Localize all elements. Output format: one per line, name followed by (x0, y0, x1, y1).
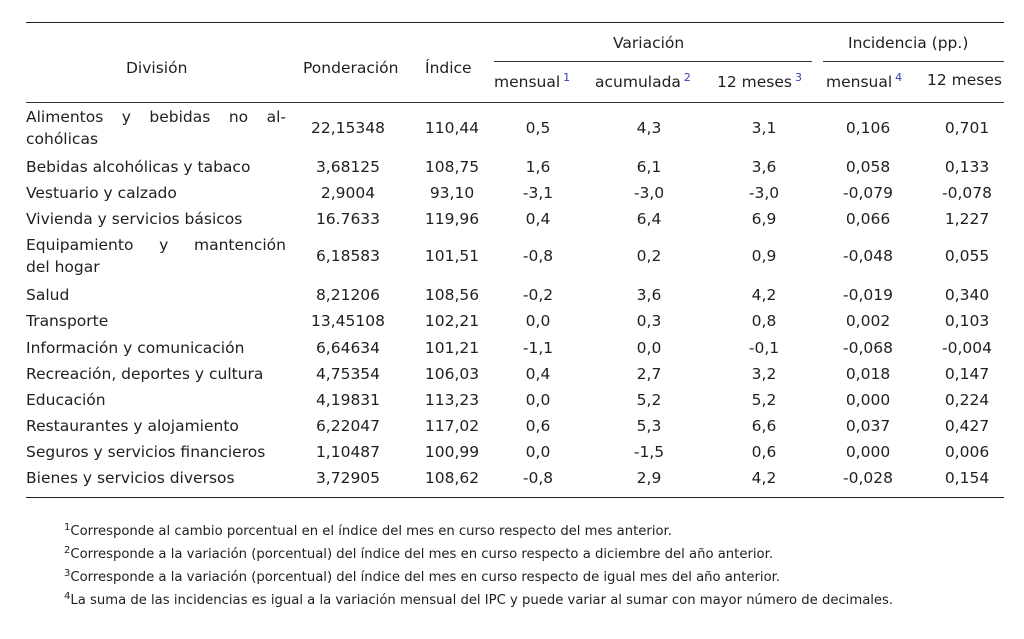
indice-cell: 93,10 (429, 184, 475, 202)
header-inc-mensual: mensual $^4$ (826, 71, 903, 91)
header-var-12: 12 meses $^3$ (717, 71, 802, 91)
var-12-cell: 3,2 (751, 365, 777, 383)
footnote-ref-3: 3 (794, 71, 802, 84)
var-12-cell: 4,2 (751, 286, 777, 304)
var-acumulada-cell: -3,0 (633, 184, 665, 202)
inc-12-cell: 0,224 (944, 391, 990, 409)
var-acumulada-cell: 2,9 (636, 469, 662, 487)
header-rule (26, 102, 1004, 103)
division-cell: Transporte (26, 312, 109, 330)
inc-mensual-cell: -0,068 (843, 339, 893, 357)
var-mensual-cell: 1,6 (525, 158, 551, 176)
ponderacion-cell: 4,75354 (315, 365, 381, 383)
division-cell: Vestuario y calzado (26, 184, 177, 202)
inc-12-cell: 0,133 (944, 158, 990, 176)
indice-cell: 108,62 (424, 469, 480, 487)
footnote-ref-4: 4 (895, 71, 903, 84)
var-12-cell: 0,8 (751, 312, 777, 330)
var-mensual-cell: 0,0 (525, 443, 551, 461)
indice-cell: 100,99 (424, 443, 480, 461)
ponderacion-cell: 8,21206 (315, 286, 381, 304)
inc-mensual-cell: -0,019 (843, 286, 893, 304)
var-12-cell: 0,6 (751, 443, 777, 461)
header-var-mensual: mensual $^1$ (494, 71, 571, 91)
division-cell: Bienes y servicios diversos (26, 469, 235, 487)
var-12-cell: 4,2 (751, 469, 777, 487)
footnote-number: 2 (64, 545, 71, 556)
indice-cell: 106,03 (424, 365, 480, 383)
ponderacion-cell: 1,10487 (315, 443, 381, 461)
inc-12-cell: -0,078 (942, 184, 992, 202)
division-cell: Bebidas alcohólicas y tabaco (26, 158, 251, 176)
division-cell: Educación (26, 391, 106, 409)
var-mensual-cell: 0,5 (525, 119, 551, 137)
top-rule (26, 22, 1004, 23)
var-12-cell: 5,2 (751, 391, 777, 409)
footnote-ref-1: 1 (563, 71, 571, 84)
footnote-2 (64, 545, 773, 562)
indice-cell: 113,23 (424, 391, 480, 409)
inc-12-cell: 1,227 (944, 210, 990, 228)
var-acumulada-cell: 0,2 (636, 247, 662, 265)
var-mensual-cell: 0,6 (525, 417, 551, 435)
header-ponderacion: Ponderación (303, 59, 399, 77)
inc-12-cell: 0,154 (944, 469, 990, 487)
inc-mensual-cell: -0,079 (843, 184, 893, 202)
ponderacion-cell: 4,19831 (315, 391, 381, 409)
var-mensual-cell: 0,4 (525, 365, 551, 383)
inc-12-cell: 0,701 (944, 119, 990, 137)
inc-mensual-cell: 0,106 (845, 119, 891, 137)
var-mensual-cell: -0,8 (522, 247, 554, 265)
inc-12-cell: 0,006 (944, 443, 990, 461)
header-indice: Índice (425, 59, 472, 77)
ponderacion-cell: 2,9004 (320, 184, 376, 202)
inc-mensual-cell: 0,002 (845, 312, 891, 330)
header-inc-12: 12 meses (927, 71, 1002, 89)
indice-cell: 108,56 (424, 286, 480, 304)
footnote-text: Corresponde a la variación (porcentual) del índice del mes en curso respecto a diciembre del año anterior. (70, 547, 774, 562)
ponderacion-cell: 13,45108 (311, 312, 385, 330)
header-variacion: Variación (613, 34, 685, 52)
division-cell: Salud (26, 286, 70, 304)
inc-12-cell: 0,055 (944, 247, 990, 265)
inc-12-cell: 0,340 (944, 286, 990, 304)
inc-mensual-cell: -0,028 (843, 469, 893, 487)
header-var-acumulada: acumulada $^2$ (595, 71, 691, 91)
ponderacion-cell: 3,68125 (315, 158, 381, 176)
var-acumulada-cell: 5,2 (636, 391, 662, 409)
footnote-3 (64, 568, 780, 585)
var-mensual-cell: 0,4 (525, 210, 551, 228)
ponderacion-cell: 6,64634 (315, 339, 381, 357)
inc-mensual-cell: 0,000 (845, 391, 891, 409)
ponderacion-cell: 3,72905 (315, 469, 381, 487)
var-12-cell: 6,6 (751, 417, 777, 435)
division-cell-line2: del hogar (26, 258, 100, 276)
var-12-cell: 3,1 (751, 119, 777, 137)
variacion-underline (494, 61, 812, 62)
ponderacion-cell: 16.7633 (315, 210, 381, 228)
ipc-table (26, 0, 1004, 639)
indice-cell: 119,96 (424, 210, 480, 228)
division-cell-line2: cohólicas (26, 130, 99, 148)
division-cell: Información y comunicación (26, 339, 245, 357)
inc-mensual-cell: 0,066 (845, 210, 891, 228)
inc-12-cell: 0,103 (944, 312, 990, 330)
var-acumulada-cell: 0,0 (636, 339, 662, 357)
indice-cell: 102,21 (424, 312, 480, 330)
var-acumulada-cell: 0,3 (636, 312, 662, 330)
division-cell: Seguros y servicios financieros (26, 443, 266, 461)
division-cell: Recreación, deportes y cultura (26, 365, 264, 383)
division-cell: Vivienda y servicios básicos (26, 210, 243, 228)
header-division: División (126, 59, 188, 77)
footnote-text: La suma de las incidencias es igual a la variación mensual del IPC y puede variar al sumar con mayor número de decimales. (70, 593, 894, 608)
footnote-ref-2: 2 (683, 71, 691, 84)
inc-12-cell: 0,147 (944, 365, 990, 383)
indice-cell: 101,21 (424, 339, 480, 357)
inc-mensual-cell: 0,018 (845, 365, 891, 383)
indice-cell: 110,44 (424, 119, 480, 137)
var-acumulada-cell: 5,3 (636, 417, 662, 435)
var-12-cell: 3,6 (751, 158, 777, 176)
var-mensual-cell: -3,1 (522, 184, 554, 202)
var-acumulada-cell: 2,7 (636, 365, 662, 383)
inc-mensual-cell: 0,037 (845, 417, 891, 435)
incidencia-underline (823, 61, 1004, 62)
var-mensual-cell: -0,8 (522, 469, 554, 487)
var-12-cell: 6,9 (751, 210, 777, 228)
var-acumulada-cell: 4,3 (636, 119, 662, 137)
inc-12-cell: 0,427 (944, 417, 990, 435)
var-acumulada-cell: 6,4 (636, 210, 662, 228)
ponderacion-cell: 22,15348 (311, 119, 385, 137)
var-acumulada-cell: 6,1 (636, 158, 662, 176)
indice-cell: 117,02 (424, 417, 480, 435)
footnote-number: 1 (64, 522, 71, 533)
var-12-cell: -3,0 (748, 184, 780, 202)
bottom-rule (26, 497, 1004, 498)
var-12-cell: -0,1 (748, 339, 780, 357)
footnote-text: Corresponde a la variación (porcentual) del índice del mes en curso respecto de igual mes del año anterior. (70, 570, 781, 585)
indice-cell: 101,51 (424, 247, 480, 265)
division-cell: Restaurantes y alojamiento (26, 417, 239, 435)
footnote-text: Corresponde al cambio porcentual en el índice del mes en curso respecto del mes anterior. (70, 524, 672, 539)
ponderacion-cell: 6,22047 (315, 417, 381, 435)
inc-mensual-cell: 0,000 (845, 443, 891, 461)
inc-12-cell: -0,004 (942, 339, 992, 357)
division-cell-line1: Equipamiento y mantención (26, 236, 286, 254)
var-acumulada-cell: 3,6 (636, 286, 662, 304)
var-mensual-cell: 0,0 (525, 312, 551, 330)
footnote-number: 4 (64, 591, 71, 602)
var-acumulada-cell: -1,5 (633, 443, 665, 461)
var-mensual-cell: -0,2 (522, 286, 554, 304)
indice-cell: 108,75 (424, 158, 480, 176)
var-mensual-cell: 0,0 (525, 391, 551, 409)
footnote-4 (64, 591, 893, 608)
ponderacion-cell: 6,18583 (315, 247, 381, 265)
inc-mensual-cell: -0,048 (843, 247, 893, 265)
var-mensual-cell: -1,1 (522, 339, 554, 357)
var-12-cell: 0,9 (751, 247, 777, 265)
footnote-number: 3 (64, 568, 71, 579)
header-incidencia: Incidencia (pp.) (848, 34, 969, 52)
inc-mensual-cell: 0,058 (845, 158, 891, 176)
division-cell-line1: Alimentos y bebidas no al- (26, 108, 286, 126)
footnote-1 (64, 522, 672, 539)
